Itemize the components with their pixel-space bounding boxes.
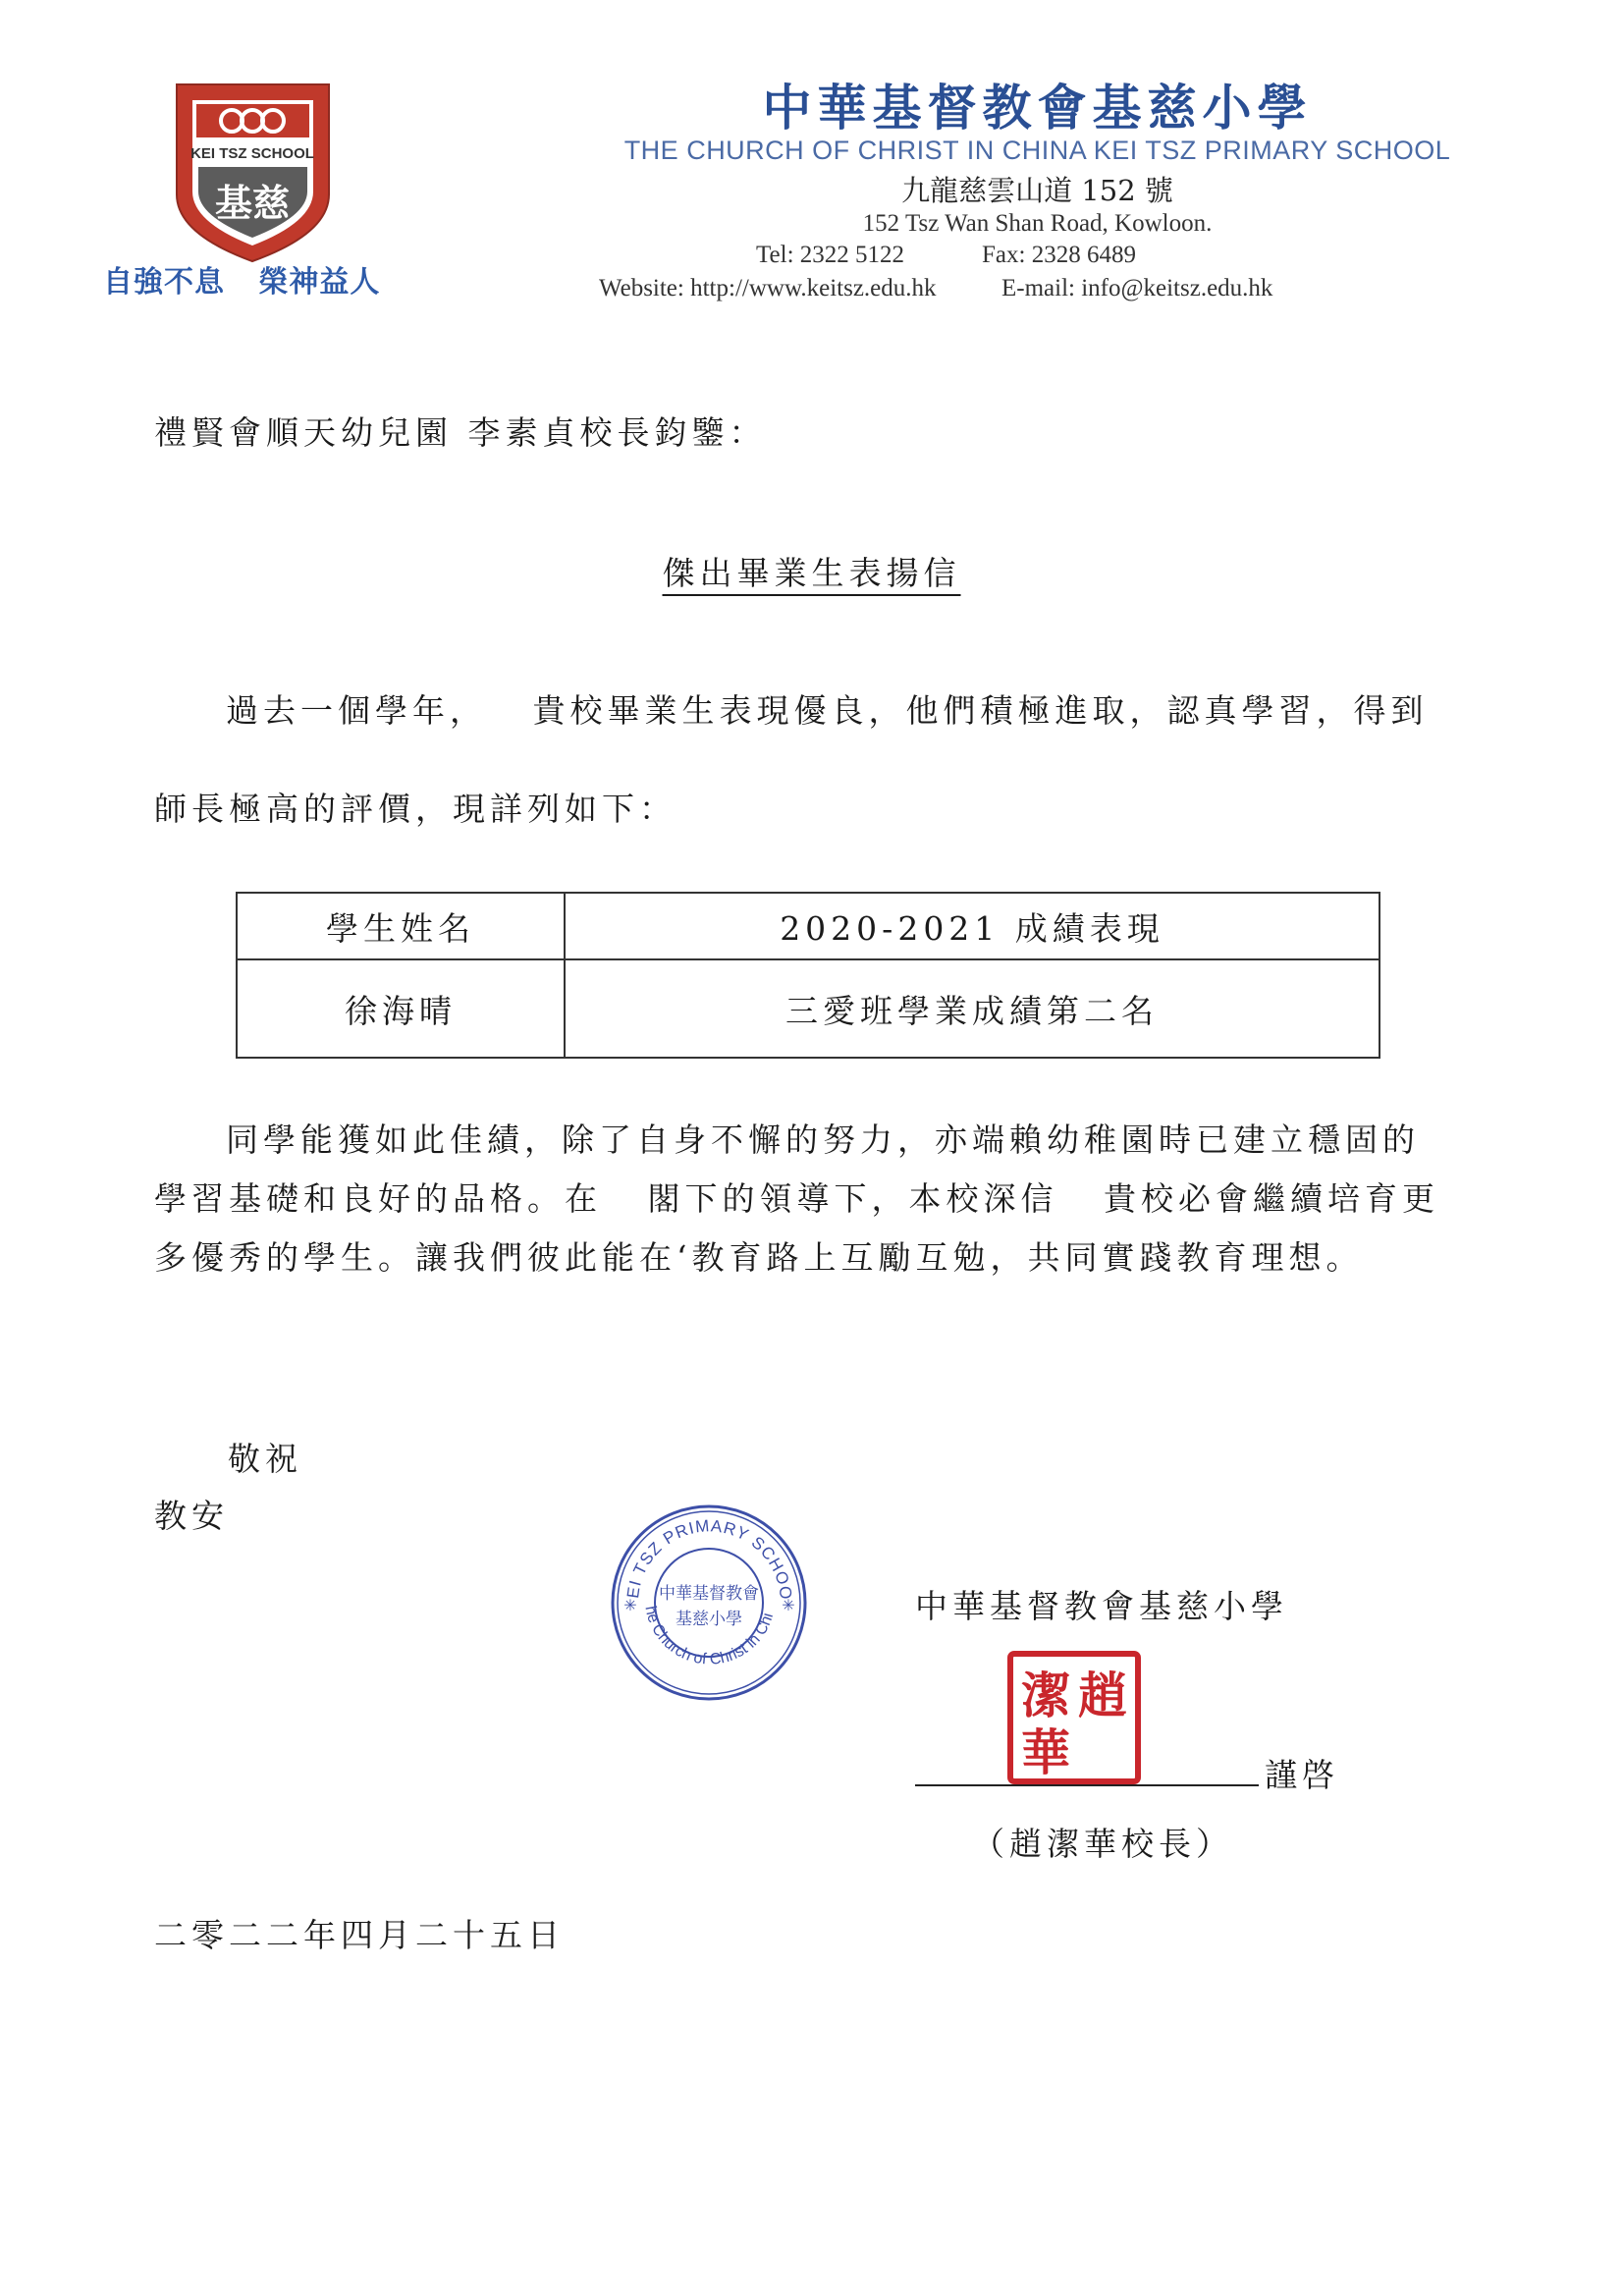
- closing-greeting: 敬祝: [228, 1440, 302, 1478]
- school-seal: [609, 1503, 810, 1704]
- svg-text:趙: 趙: [1078, 1667, 1127, 1724]
- address-en: 152 Tsz Wan Shan Road, Kowloon.: [862, 210, 1213, 237]
- seal-inner-line-1: 中華基督教會: [659, 1584, 759, 1604]
- website: Website: http://www.keitsz.edu.hk: [599, 275, 937, 301]
- seal-star-right: ✳: [782, 1596, 795, 1614]
- school-name-en: THE CHURCH OF CHRIST IN CHINA KEI TSZ PRIMARY SCHOOL: [623, 136, 1451, 165]
- header-student-name: 學生姓名: [237, 893, 565, 959]
- results-table: [236, 892, 1380, 1059]
- cell-performance: 三愛班學業成績第二名: [565, 959, 1380, 1058]
- seal-inner-line-2: 基慈小學: [676, 1610, 742, 1629]
- table-header-row: [237, 893, 1380, 959]
- salutation: 禮賢會順天幼兒園 李素貞校長鈞鑒：: [154, 413, 767, 452]
- table-row: [237, 959, 1380, 1058]
- signature-closing: 謹啓: [1265, 1756, 1339, 1794]
- address-cn: 九龍慈雲山道 152 號: [901, 174, 1173, 207]
- red-chop-icon: [1006, 1650, 1142, 1785]
- letter-title-text: 傑出畢業生表揚信: [662, 554, 961, 592]
- cell-student-name: 徐海晴: [237, 959, 565, 1058]
- principal-name: （趙潔華校長）: [972, 1825, 1233, 1863]
- logo-shield-text: 基慈: [214, 182, 291, 225]
- paragraph-1-line-1: 過去一個學年， 貴校畢業生表現優良，他們積極進取，認真學習，得到: [226, 691, 1429, 730]
- header-performance: 2020-2021 成績表現: [565, 893, 1380, 959]
- letter-date: 二零二二年四月二十五日: [154, 1916, 565, 1954]
- logo-band-text: KEI TSZ SCHOOL: [190, 145, 314, 162]
- svg-text:潔: 潔: [1021, 1667, 1070, 1724]
- school-name-cn: 中華基督教會基慈小學: [762, 80, 1313, 137]
- paragraph-2-line-1: 同學能獲如此佳績，除了自身不懈的努力，亦端賴幼稚園時已建立穩固的: [226, 1121, 1420, 1159]
- principal-chop: [1006, 1650, 1142, 1785]
- closing-wish: 教安: [154, 1497, 229, 1535]
- signature-line: [915, 1784, 1259, 1786]
- paragraph-1-line-2: 師長極高的評價，現詳列如下：: [154, 790, 676, 828]
- email: E-mail: info@keitsz.edu.hk: [1001, 275, 1273, 301]
- paragraph-2-line-2: 學習基礎和良好的品格。在 閣下的領導下，本校深信 貴校必會繼續培育更: [154, 1179, 1439, 1218]
- signature-school-name: 中華基督教會基慈小學: [915, 1587, 1288, 1625]
- seal-bottom-text: he Church of Christ in Chi: [641, 1604, 777, 1668]
- telephone: Tel: 2322 5122: [756, 242, 905, 268]
- svg-text:華: 華: [1021, 1723, 1070, 1781]
- round-seal-icon: [609, 1503, 810, 1704]
- letter-title: [0, 548, 1623, 594]
- school-motto: 自強不息 榮神益人: [103, 265, 381, 300]
- paragraph-2-line-3: 多優秀的學生。讓我們彼此能在‘教育路上互勵互勉，共同實踐教育理想。: [154, 1238, 1364, 1277]
- seal-star-left: ✳: [623, 1596, 637, 1614]
- seal-top-text: EI TSZ PRIMARY SCHOO: [622, 1516, 796, 1602]
- fax: Fax: 2328 6489: [982, 242, 1136, 268]
